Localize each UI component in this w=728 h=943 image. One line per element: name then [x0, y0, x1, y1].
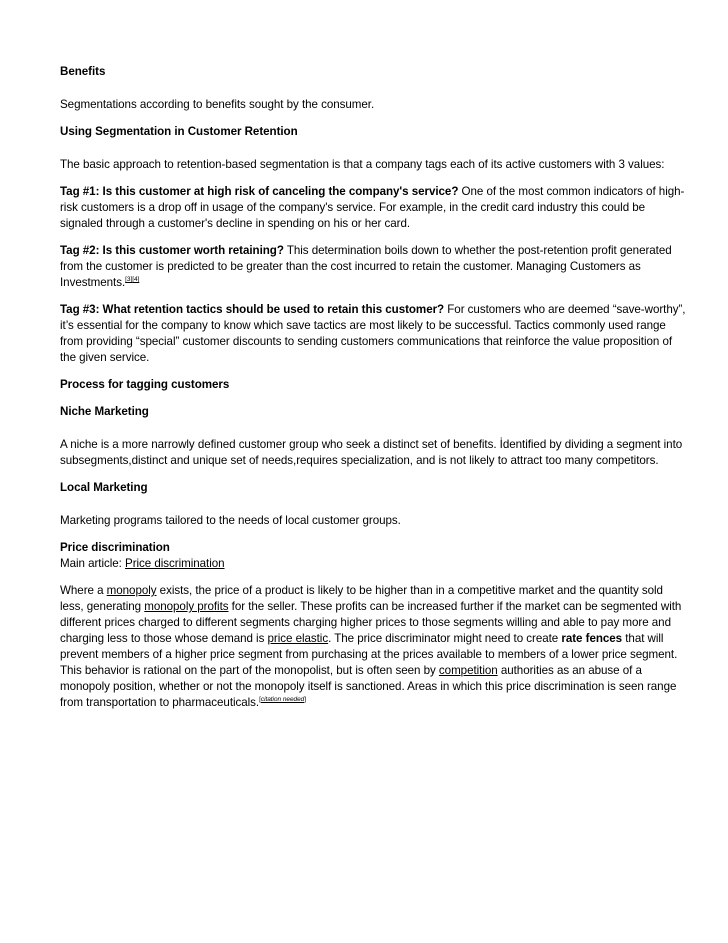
niche-text: A niche is a more narrowly defined customer group who seek a distinct set of benefits. İdentified by dividing a segment into subsegments,distinct and unique set of needs,requires specialization, and is not likely to attract too many competitors.: [60, 438, 683, 467]
tag2-body: This determination boils down to whether the post-retention profit generated from the customer is predicted to be greater than the cost incurred to retain the customer. Managing Customers as Investments.: [60, 244, 672, 289]
citation-needed: [259, 696, 306, 703]
niche-heading: Niche Marketing: [60, 405, 149, 418]
main-article-line: [60, 556, 688, 572]
price-discrimination-link[interactable]: Price discrimination: [125, 557, 225, 570]
local-text: Marketing programs tailored to the needs of local customer groups.: [60, 514, 401, 527]
price-heading: Price discrimination: [60, 541, 170, 554]
price-text-2: exists, the price of a product is likely to be higher than in a competitive market and the quantity sold less, generating: [60, 584, 663, 613]
tag2-paragraph: [60, 243, 688, 291]
tag3-body: For customers who are deemed “save-worthy”, it’s essential for the company to know which save tactics are most likely to be successful. Tactics commonly used range from providing “special” customer discounts to sending customers communications that reinforce the value proposition of the given service.: [60, 303, 686, 364]
retention-intro: The basic approach to retention-based segmentation is that a company tags each of its active customers with 3 values:: [60, 158, 665, 171]
price-text-6: authorities as an abuse of a monopoly position, whether or not the monopoly itself is sanctioned. Areas in which this price discrimination is seen range from transportation to pharmaceuticals.: [60, 664, 677, 709]
retention-heading: Using Segmentation in Customer Retention: [60, 125, 298, 138]
benefits-heading: Benefits: [60, 65, 106, 78]
benefits-text: Segmentations according to benefits sought by the consumer.: [60, 98, 375, 111]
price-text-1: Where a: [60, 584, 107, 597]
reference-link-4[interactable]: [4]: [132, 276, 140, 283]
tag1-question: Tag #1: Is this customer at high risk of canceling the company's service?: [60, 185, 459, 198]
tag3-question: Tag #3: What retention tactics should be used to retain this customer?: [60, 303, 445, 316]
tag1-body: One of the most common indicators of high-risk customers is a drop off in usage of the company's service. For example, in the credit card industry this could be signaled through a customer's decline in spending on his or her card.: [60, 185, 685, 230]
price-text-4: . The price discriminator might need to create: [328, 632, 562, 645]
main-article-prefix: Main article:: [60, 557, 126, 570]
tag2-question: Tag #2: Is this customer worth retaining?: [60, 244, 284, 257]
price-paragraph: [60, 583, 688, 711]
monopoly-link[interactable]: monopoly: [106, 584, 157, 597]
rate-fences-bold: rate fences: [561, 632, 623, 645]
citation-needed-link[interactable]: citation needed: [260, 696, 305, 703]
price-text-3: for the seller. These profits can be increased further if the market can be segmented with different prices charged to different segments charging higher prices to those segments willing and able to pay more and charging less to those whose demand is: [60, 600, 682, 645]
process-heading: Process for tagging customers: [60, 378, 230, 391]
monopoly-profits-link[interactable]: monopoly profits: [144, 600, 229, 613]
local-heading: Local Marketing: [60, 481, 148, 494]
price-elastic-link[interactable]: price elastic: [267, 632, 329, 645]
citation-close: ]: [304, 696, 306, 703]
tag3-paragraph: [60, 302, 688, 366]
reference-link-3[interactable]: [3]: [125, 276, 133, 283]
citation-open: [: [259, 696, 261, 703]
tag1-paragraph: [60, 184, 688, 232]
competition-link[interactable]: competition: [438, 664, 498, 677]
price-text-5: that will prevent members of a higher price segment from purchasing at the prices available to members of a lower price segment. This behavior is rational on the part of the monopolist, but is often seen by: [60, 632, 678, 677]
